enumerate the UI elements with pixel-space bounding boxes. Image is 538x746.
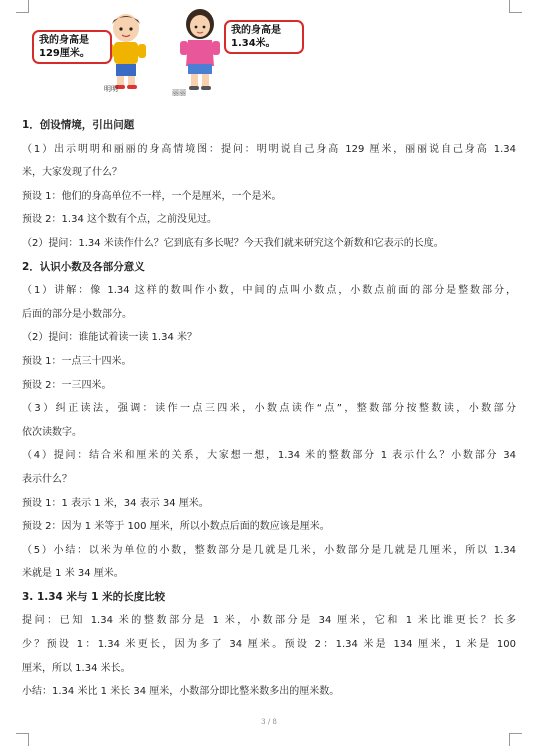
section-heading-3: 3. 1.34 米与 1 米的长度比较 [22,590,166,603]
crop-mark-bottom-left [16,733,29,746]
boy-speech-bubble: 我的身高是129厘米。 [32,30,112,64]
height-illustration [26,8,326,106]
text-line: 少？预设 1：1.34 米更长，因为多了 34 厘米。预设 2：1.34 米是 134 厘米，1 米是 100 [22,639,516,651]
text-line: 预设 1：一点三十四米。 [22,355,132,367]
page-number: 3 / 8 [261,718,277,726]
section-heading-1: 1．创设情境，引出问题 [22,119,135,131]
text-line: 预设 2：因为 1 米等于 100 厘米，所以小数点后面的数应该是厘米。 [22,521,330,533]
text-line: 表示什么？ [22,473,72,485]
crop-mark-bottom-right [509,733,522,746]
text-line: 预设 2：一三四米。 [22,379,112,391]
crop-mark-top-right [509,0,522,13]
lesson-text [22,114,516,704]
text-line: 预设 1：1 表示 1 米，34 表示 34 厘米。 [22,497,209,509]
text-line: 米，大家发现了什么？ [22,167,122,179]
girl-figure [176,8,224,92]
text-line: （1）出示明明和丽丽的身高情境图：提问：明明说自己身高 129 厘米，丽丽说自己身高 1.34 [22,143,516,155]
text-line: 小结：1.34 米比 1 米长 34 厘米，小数部分即比整米数多出的厘米数。 [22,686,340,698]
text-line: （5）小结：以米为单位的小数，整数部分是几就是几米，小数部分是几就是几厘米，所以 1.34 [22,544,516,556]
text-line: 厘米，所以 1.34 米长。 [22,662,131,674]
girl-speech-bubble: 我的身高是1.34米。 [224,20,304,54]
text-line: 后面的部分是小数部分。 [22,308,132,320]
section-heading-2: 2．认识小数及各部分意义 [22,260,145,273]
text-line: 提问：已知 1.34 米的整数部分是 1 米，小数部分是 34 厘米，它和 1 米比谁更长？长多 [22,615,516,627]
text-line: （2）提问：1.34 米读作什么？它到底有多长呢？今天我们就来研究这个新数和它表示的长度。 [22,237,444,249]
girl-name-label: 丽丽 [172,89,186,97]
text-line: （1）讲解：像 1.34 这样的数叫作小数，中间的点叫小数点，小数点前面的部分是整数部分， [22,285,516,297]
text-line: 依次读数字。 [22,426,82,438]
text-line: （2）提问：谁能试着读一读 1.34 米？ [22,332,197,344]
boy-name-label: 明明 [104,85,118,93]
text-line: 预设 2：1.34 这个数有个点，之前没见过。 [22,214,217,226]
text-line: 预设 1：他们的身高单位不一样，一个是厘米，一个是米。 [22,190,282,202]
text-line: 米就是 1 米 34 厘米。 [22,568,124,580]
text-line: （4）提问：结合米和厘米的关系，大家想一想，1.34 米的整数部分 1 表示什么？小数部分 34 [22,450,516,462]
text-line: （3）纠正读法，强调：读作一点三四米，小数点读作“点”，整数部分按整数读，小数部分 [22,403,516,415]
